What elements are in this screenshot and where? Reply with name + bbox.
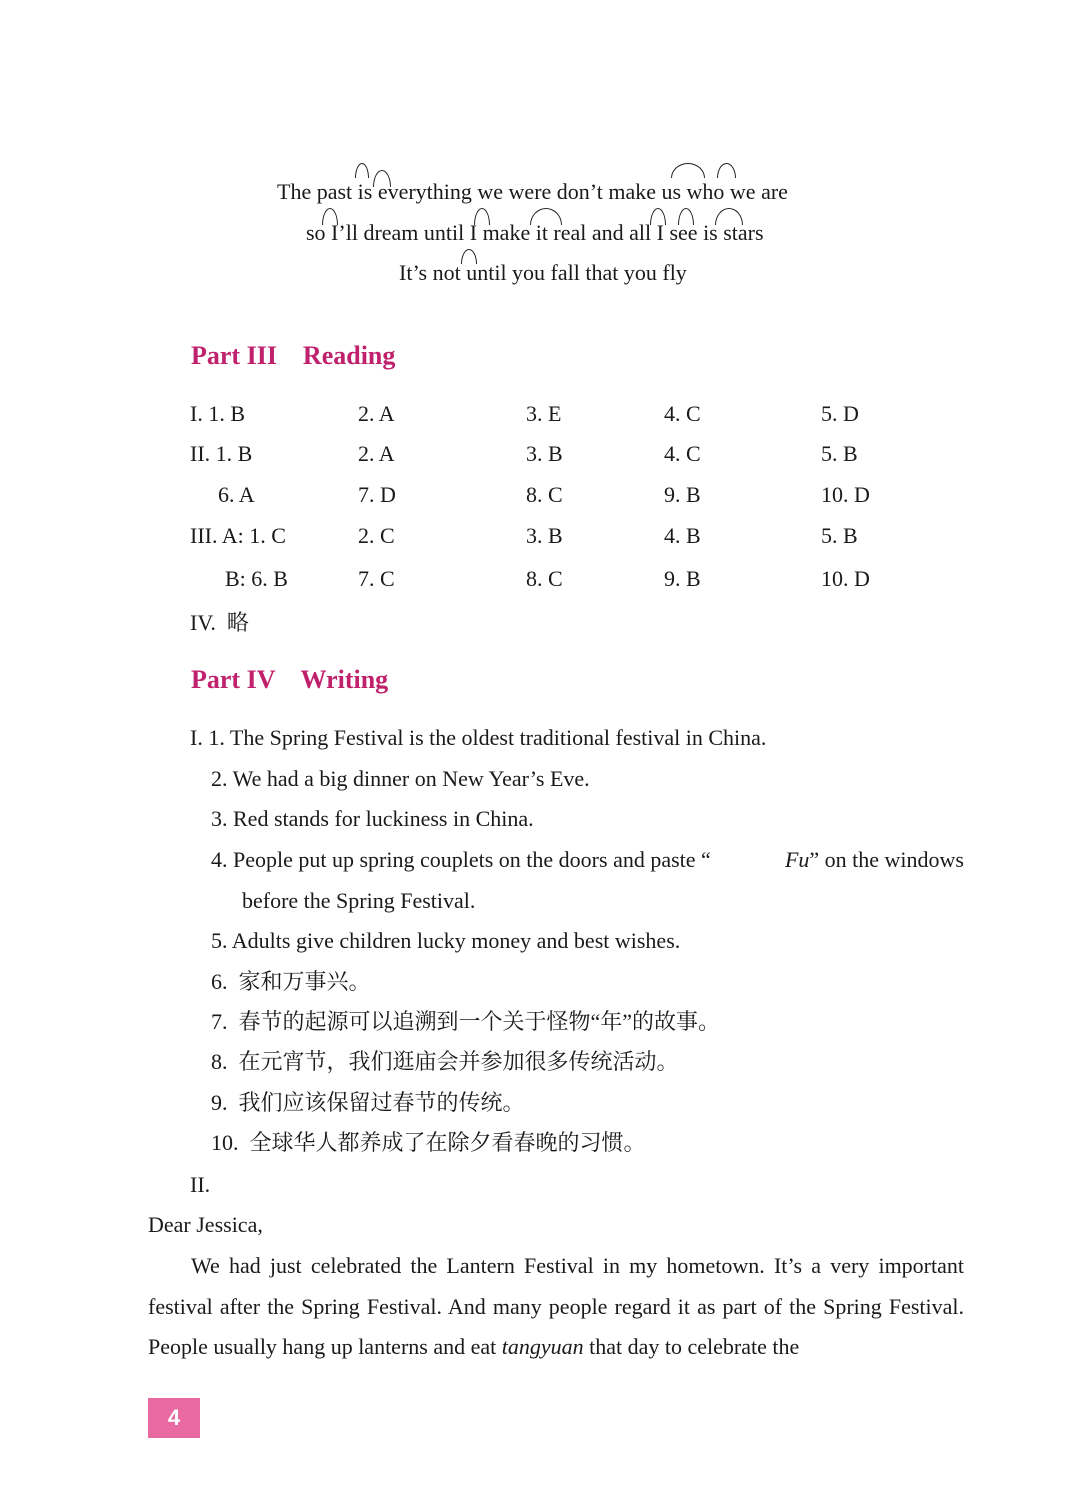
- answer-cell: 5. D: [821, 401, 859, 426]
- answer-cell: 6. A: [218, 482, 255, 507]
- liaison-arc: [530, 208, 562, 225]
- answer-iv: IV. 略: [190, 610, 249, 635]
- answer-cell: II. 1. B: [190, 441, 253, 466]
- item4-fu: Fu: [784, 847, 810, 872]
- letter-salutation: Dear Jessica,: [148, 1212, 263, 1237]
- answer-cell: 2. A: [358, 441, 395, 466]
- answer-cell: 9. B: [664, 482, 701, 507]
- answer-cell: 5. B: [821, 523, 858, 548]
- answer-cell: 8. C: [526, 482, 563, 507]
- writing-item: 7. 春节的起源可以追溯到一个关于怪物“年”的故事。: [211, 1009, 721, 1034]
- liaison-arc: [671, 163, 705, 178]
- item4-after: ” on the windows: [809, 847, 964, 872]
- answer-cell: 10. D: [821, 482, 870, 507]
- answer-cell: 10. D: [821, 566, 870, 591]
- writing-item: 6. 家和万事兴。: [211, 969, 371, 994]
- liaison-arc: [461, 249, 477, 264]
- liaison-arc: [650, 208, 666, 225]
- lyric-line-1: The past is everything we were don’t make us who we are: [277, 179, 788, 204]
- writing-item: 10. 全球华人都养成了在除夕看春晚的习惯。: [211, 1130, 646, 1155]
- writing-item: 9. 我们应该保留过春节的传统。: [211, 1090, 525, 1115]
- section-ii-label: II.: [190, 1172, 211, 1197]
- writing-item-4-continued: before the Spring Festival.: [242, 888, 476, 913]
- liaison-arc: [373, 170, 391, 187]
- letter-text: We had just celebrated the Lantern Festival in my hometown. It’s a very important festival after the Spring Festival. And many people regard it as part of the Spring Festival. People usually hang up lanterns and eat: [148, 1253, 964, 1360]
- writing-item: 2. We had a big dinner on New Year’s Eve.: [211, 766, 590, 791]
- writing-item: I. 1. The Spring Festival is the oldest traditional festival in China.: [190, 725, 767, 750]
- liaison-arc: [715, 208, 743, 225]
- part-iv-heading: Part IV Writing: [191, 665, 389, 694]
- page-number: 4: [167, 1405, 181, 1430]
- answer-cell: III. A: 1. C: [190, 523, 286, 548]
- answer-cell: 3. B: [526, 523, 563, 548]
- answer-cell: B: 6. B: [225, 566, 288, 591]
- item4-before: 4. People put up spring couplets on the doors and paste “: [211, 847, 711, 872]
- answer-cell: 2. A: [358, 401, 395, 426]
- writing-item: 3. Red stands for luckiness in China.: [211, 806, 534, 831]
- writing-item: 5. Adults give children lucky money and best wishes.: [211, 928, 681, 953]
- answer-cell: 7. C: [358, 566, 395, 591]
- answer-cell: 9. B: [664, 566, 701, 591]
- answer-cell: 3. B: [526, 441, 563, 466]
- liaison-arc: [355, 163, 369, 178]
- answer-cell: 7. D: [358, 482, 396, 507]
- answer-cell: 4. B: [664, 523, 701, 548]
- part-iii-heading: Part III Reading: [191, 341, 396, 370]
- lyric-line-2: so I’ll dream until I make it real and all I see is stars: [306, 220, 764, 245]
- letter-tangyuan: tangyuan: [501, 1334, 584, 1360]
- item4-tail: [785, 849, 964, 871]
- liaison-arc: [474, 208, 490, 225]
- writing-item: 8. 在元宵节，我们逛庙会并参加很多传统活动。: [211, 1049, 679, 1074]
- answer-cell: 2. C: [358, 523, 395, 548]
- answer-cell: 8. C: [526, 566, 563, 591]
- answer-cell: I. 1. B: [190, 401, 245, 426]
- answer-cell: 4. C: [664, 401, 701, 426]
- liaison-arc: [322, 208, 338, 225]
- liaison-arc: [678, 208, 694, 225]
- liaison-arc: [717, 163, 736, 178]
- answer-cell: 5. B: [821, 441, 858, 466]
- lyric-line-3: It’s not until you fall that you fly: [399, 260, 687, 285]
- writing-item-4: [211, 849, 964, 871]
- answer-cell: 4. C: [664, 441, 701, 466]
- page-number-badge: [148, 1398, 200, 1438]
- letter-paragraph: [148, 1246, 964, 1368]
- answer-cell: 3. E: [526, 401, 562, 426]
- letter-text-end: that day to celebrate the: [583, 1334, 800, 1360]
